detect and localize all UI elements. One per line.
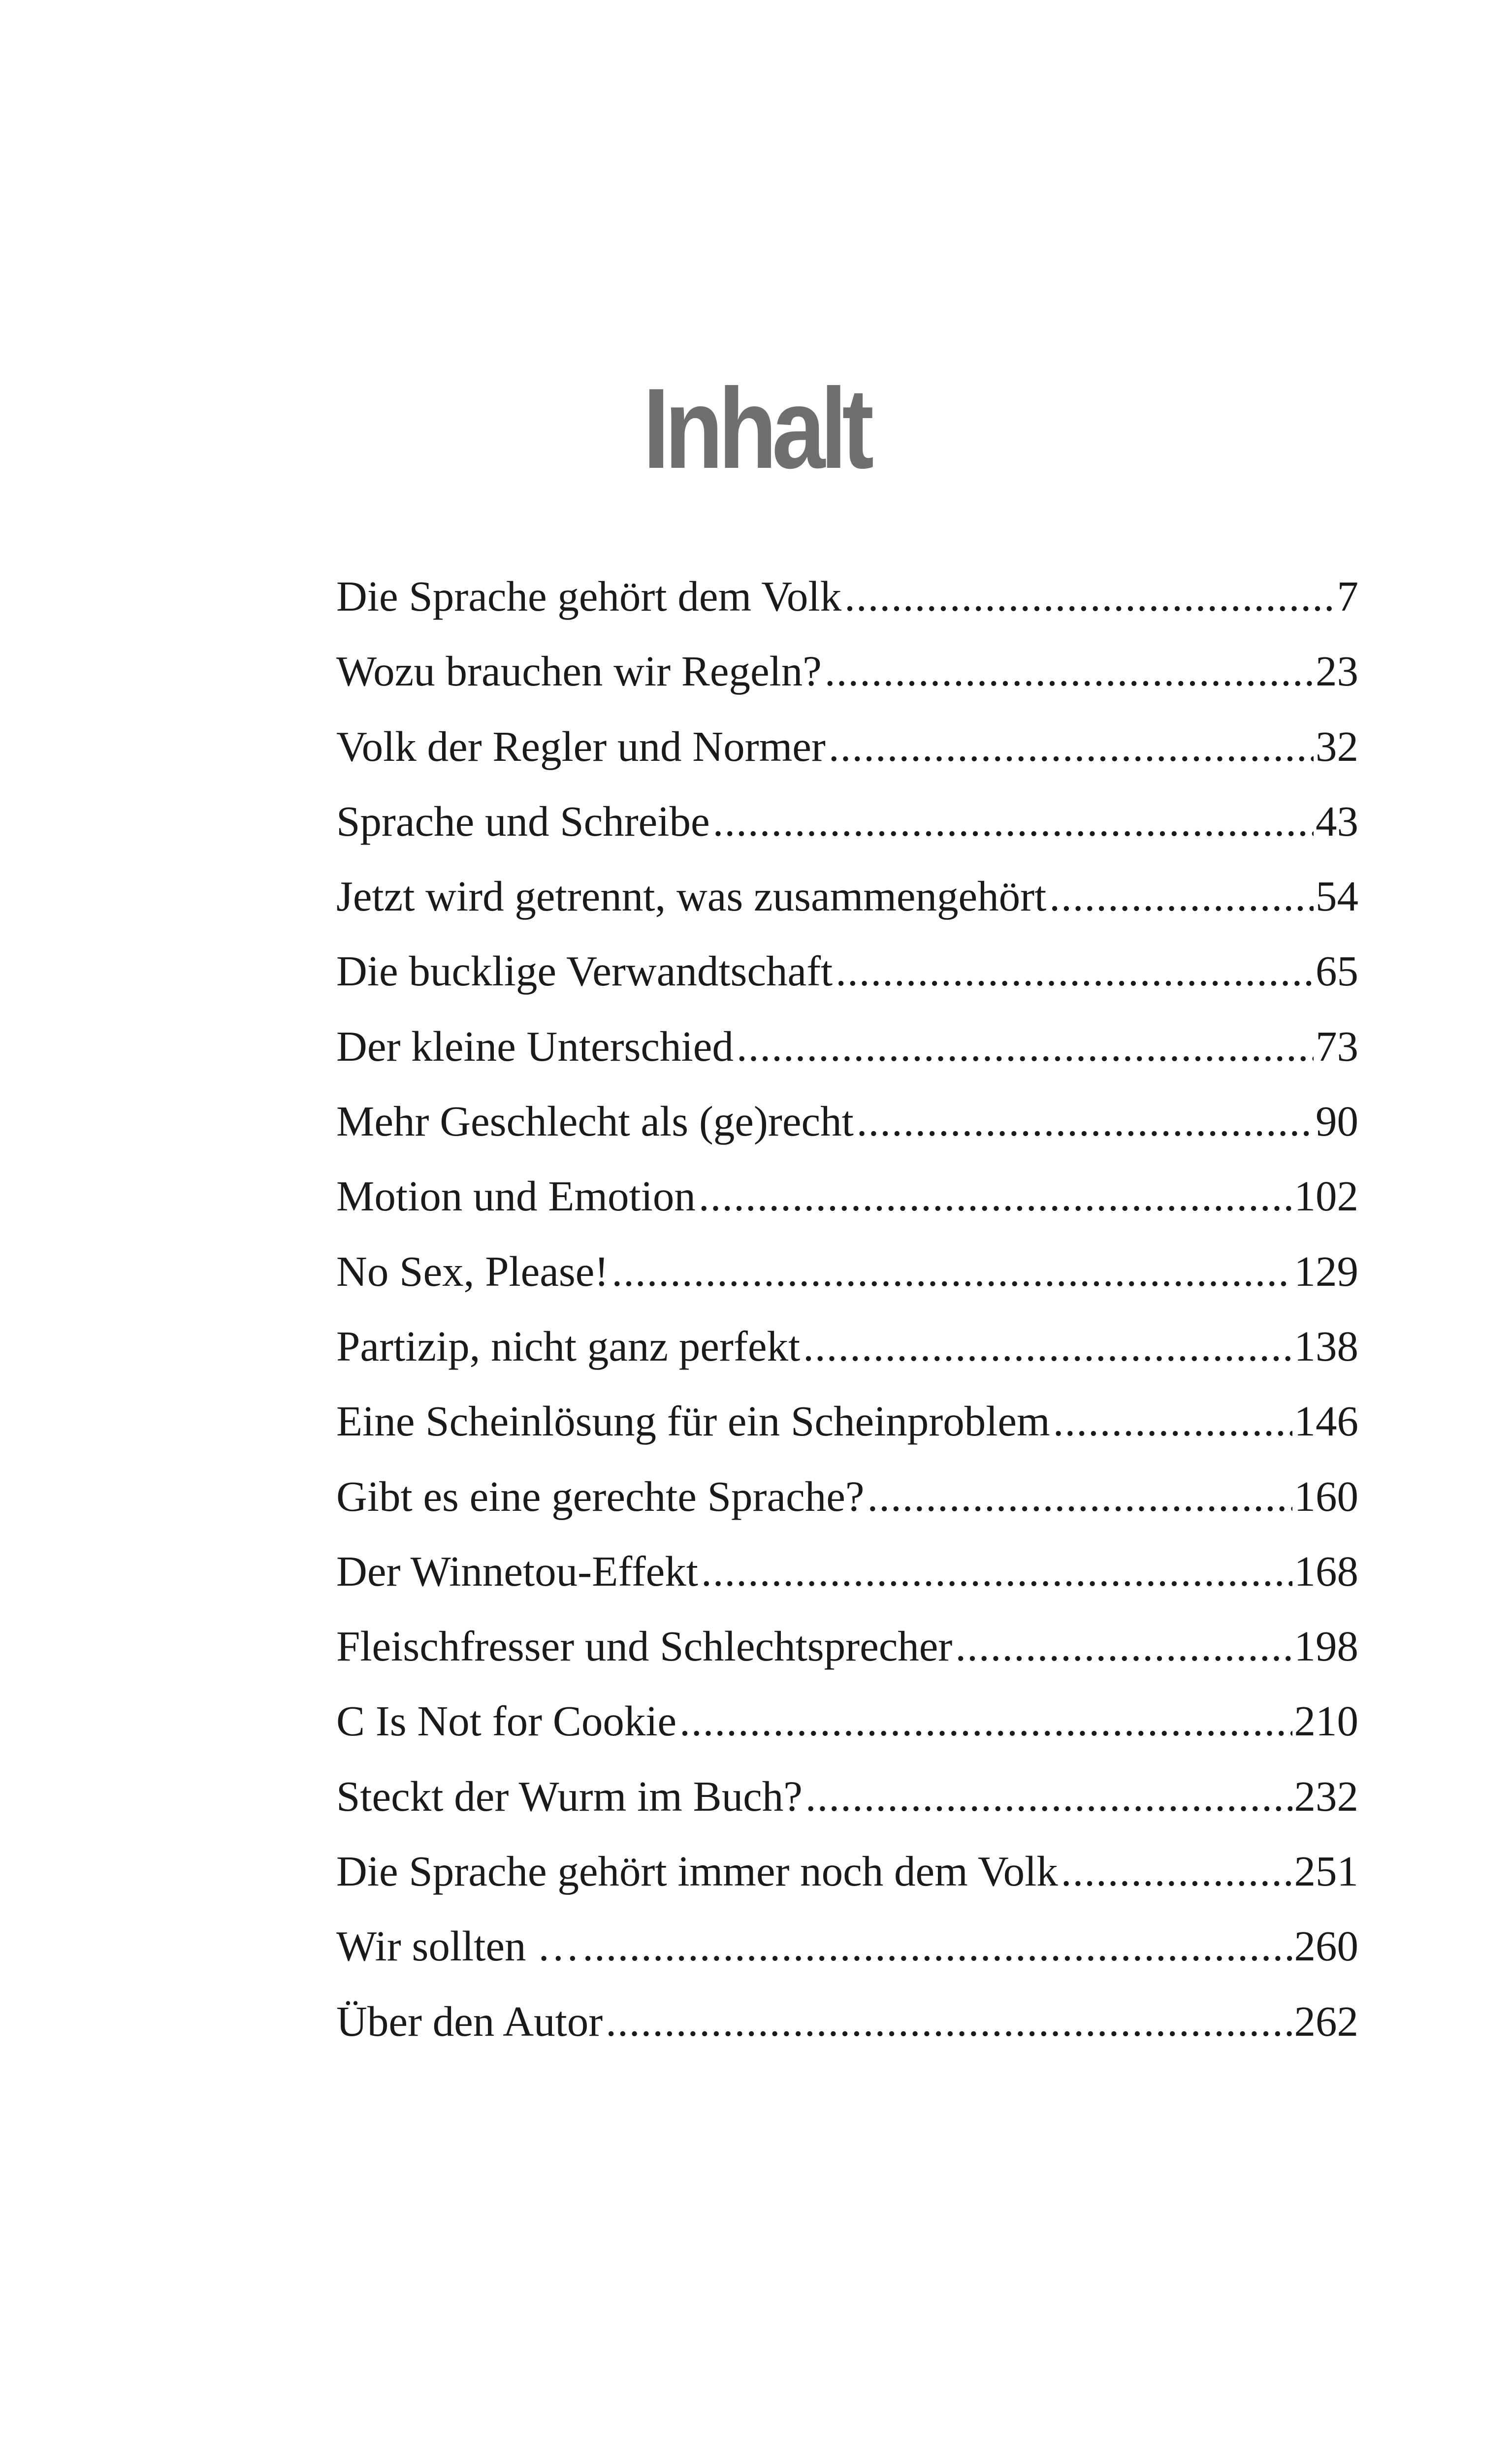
toc-leader-dots bbox=[699, 1171, 1292, 1221]
page-title: Inhalt bbox=[643, 365, 869, 493]
toc-entry bbox=[336, 571, 1358, 646]
toc-leader-dots bbox=[844, 571, 1335, 621]
toc-page-number: 90 bbox=[1316, 1097, 1358, 1145]
toc-page-number: 73 bbox=[1316, 1022, 1358, 1070]
toc-entry bbox=[336, 721, 1358, 796]
toc-entry bbox=[336, 796, 1358, 871]
toc-entry-title: Motion und Emotion bbox=[336, 1172, 696, 1220]
toc-entry bbox=[336, 1621, 1358, 1696]
toc-entry bbox=[336, 1771, 1358, 1846]
toc-entry bbox=[336, 871, 1358, 946]
toc-entry-title: Jetzt wird getrennt, was zusammengehört bbox=[336, 872, 1047, 920]
toc-entry bbox=[336, 1996, 1358, 2071]
toc-entry-title: Sprache und Schreibe bbox=[336, 797, 710, 845]
toc-entry bbox=[336, 1246, 1358, 1321]
toc-page-number: 210 bbox=[1294, 1697, 1358, 1745]
toc-entry-title: Die Sprache gehört dem Volk bbox=[336, 572, 842, 620]
toc-leader-dots bbox=[1061, 1846, 1292, 1896]
toc-page-number: 232 bbox=[1294, 1772, 1358, 1820]
toc-leader-dots bbox=[611, 1246, 1292, 1296]
toc-entry bbox=[336, 1471, 1358, 1546]
toc-page-number: 32 bbox=[1316, 722, 1358, 770]
toc-leader-dots bbox=[1053, 1396, 1292, 1446]
toc-entry bbox=[336, 1171, 1358, 1246]
toc-page-number: 54 bbox=[1316, 872, 1358, 920]
toc-entry-title: No Sex, Please! bbox=[336, 1247, 609, 1295]
toc-page-number: 168 bbox=[1294, 1547, 1358, 1595]
toc-entry-title: Wozu brauchen wir Regeln? bbox=[336, 647, 822, 695]
toc-entry bbox=[336, 1921, 1358, 1996]
toc-entry-title: Der kleine Unterschied bbox=[336, 1022, 734, 1070]
toc-leader-dots bbox=[737, 1021, 1314, 1071]
toc-page-number: 23 bbox=[1316, 647, 1358, 695]
toc-page-number: 129 bbox=[1294, 1247, 1358, 1295]
toc-entry-title: Der Winnetou-Effekt bbox=[336, 1547, 698, 1595]
toc-entry bbox=[336, 946, 1358, 1021]
toc-entry bbox=[336, 1021, 1358, 1096]
toc-entry-title: Fleischfresser und Schlechtsprecher bbox=[336, 1622, 953, 1670]
toc-entry bbox=[336, 1321, 1358, 1396]
toc-entry-title: Partizip, nicht ganz perfekt bbox=[336, 1322, 801, 1370]
toc-leader-dots bbox=[582, 1921, 1292, 1971]
toc-leader-dots bbox=[867, 1471, 1292, 1521]
toc-entry-title: Wir sollten … bbox=[336, 1922, 580, 1970]
toc-leader-dots bbox=[606, 1996, 1292, 2046]
toc-entry-title: Eine Scheinlösung für ein Scheinproblem bbox=[336, 1397, 1050, 1445]
toc-entry-title: Volk der Regler und Normer bbox=[336, 722, 826, 770]
toc-page-number: 146 bbox=[1294, 1397, 1358, 1445]
toc-leader-dots bbox=[1049, 871, 1314, 921]
toc-entry bbox=[336, 1396, 1358, 1471]
table-of-contents bbox=[336, 571, 1358, 2071]
toc-leader-dots bbox=[857, 1096, 1314, 1146]
toc-leader-dots bbox=[836, 946, 1314, 996]
toc-page-number: 65 bbox=[1316, 947, 1358, 995]
toc-leader-dots bbox=[701, 1546, 1292, 1596]
toc-entry bbox=[336, 1096, 1358, 1171]
toc-entry-title: Über den Autor bbox=[336, 1997, 603, 2045]
toc-entry bbox=[336, 646, 1358, 721]
toc-entry-title: Steckt der Wurm im Buch? bbox=[336, 1772, 803, 1820]
toc-leader-dots bbox=[955, 1621, 1292, 1671]
toc-page-number: 138 bbox=[1294, 1322, 1358, 1370]
toc-leader-dots bbox=[713, 796, 1314, 846]
toc-page-number: 102 bbox=[1294, 1172, 1358, 1220]
toc-entry bbox=[336, 1696, 1358, 1771]
toc-entry-title: Die bucklige Verwandtschaft bbox=[336, 947, 833, 995]
toc-entry-title: C Is Not for Cookie bbox=[336, 1697, 677, 1745]
toc-page-number: 198 bbox=[1294, 1622, 1358, 1670]
toc-page-number: 7 bbox=[1337, 572, 1358, 620]
toc-entry-title: Mehr Geschlecht als (ge)recht bbox=[336, 1097, 854, 1145]
toc-leader-dots bbox=[805, 1771, 1292, 1821]
toc-entry bbox=[336, 1546, 1358, 1621]
toc-entry-title: Die Sprache gehört immer noch dem Volk bbox=[336, 1847, 1058, 1895]
toc-leader-dots bbox=[825, 646, 1314, 696]
toc-page-number: 262 bbox=[1294, 1997, 1358, 2045]
toc-entry bbox=[336, 1846, 1358, 1921]
toc-leader-dots bbox=[679, 1696, 1292, 1746]
toc-leader-dots bbox=[803, 1321, 1292, 1371]
toc-entry-title: Gibt es eine gerechte Sprache? bbox=[336, 1472, 865, 1520]
toc-page-number: 260 bbox=[1294, 1922, 1358, 1970]
toc-page-number: 43 bbox=[1316, 797, 1358, 845]
toc-page-number: 160 bbox=[1294, 1472, 1358, 1520]
toc-page-number: 251 bbox=[1294, 1847, 1358, 1895]
toc-leader-dots bbox=[829, 721, 1314, 771]
